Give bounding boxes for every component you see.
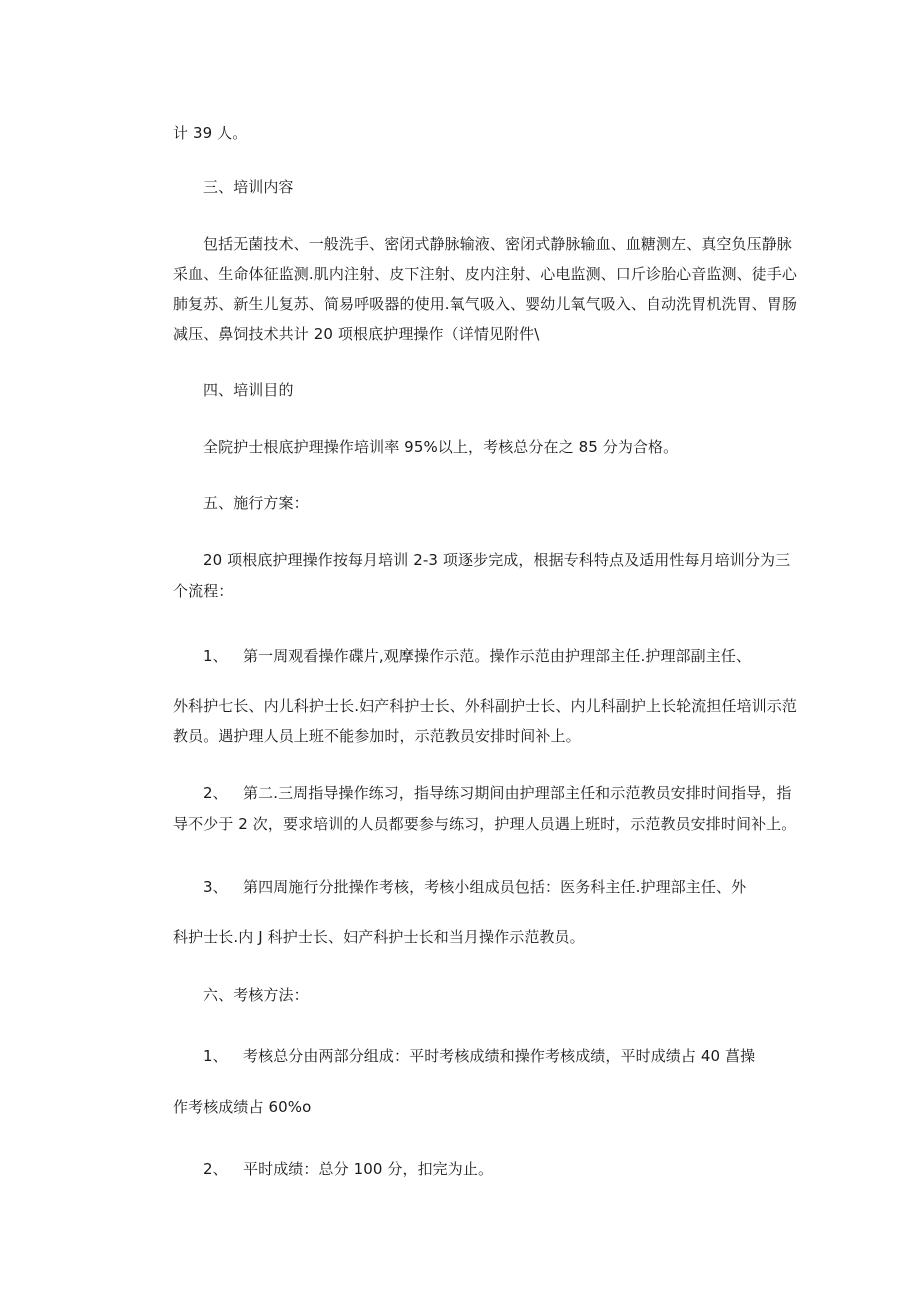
- text-line: 个流程：: [173, 582, 234, 600]
- item-text: 第四周施行分批操作考核，考核小组成员包括：医务科主任.护理部主任、外: [243, 878, 747, 896]
- text-line: 作考核成绩占 60%o: [173, 1098, 312, 1116]
- item-text: 考核总分由两部分组成：平时考核成绩和操作考核成绩，平时成绩占 40 菖操: [243, 1047, 756, 1065]
- text-line: 科护士长.内 J 科护士长、妇产科护士长和当月操作示范教员。: [173, 928, 585, 946]
- section-heading-plan: 五、施行方案：: [203, 494, 309, 512]
- item-number: 1、: [203, 647, 228, 665]
- text-line: 20 项根底护理操作按每月培训 2-3 项逐步完成，根据专科特点及适用性每月培训分为三: [203, 551, 791, 569]
- text-line: 包括无菌技术、一般洗手、密闭式静脉输液、密闭式静脉输血、血糖测左、真空负压静脉: [203, 235, 792, 253]
- numbered-item: [203, 783, 791, 803]
- text-line: 导不少于 2 次，要求培训的人员都要参与练习，护理人员遇上班时，示范教员安排时间补上。: [173, 815, 797, 833]
- text-line: 计 39 人。: [173, 124, 248, 142]
- text-line: 减压、鼻饲技术共计 20 项根底护理操作（详情见附件\: [173, 325, 540, 343]
- text-line: 采血、生命体征监测.肌内注射、皮下注射、皮内注射、心电监测、口斤诊胎心音监测、徒手心: [173, 265, 797, 283]
- section-heading-purpose: 四、培训目的: [203, 381, 294, 399]
- item-number: 3、: [203, 878, 228, 896]
- numbered-item: [203, 1159, 493, 1179]
- section-heading-content: 三、培训内容: [203, 178, 294, 196]
- item-number: 2、: [203, 784, 228, 802]
- item-text: 平时成绩：总分 100 分，扣完为止。: [243, 1160, 494, 1178]
- item-text: 第二.三周指导操作练习，指导练习期间由护理部主任和示范教员安排时间指导，指: [243, 784, 792, 802]
- numbered-item: [203, 877, 746, 897]
- numbered-item: [203, 1046, 755, 1066]
- numbered-item: [203, 646, 751, 666]
- text-line: 教员。遇护理人员上班不能参加时，示范教员安排时间补上。: [173, 727, 581, 745]
- text-line: 外科护七长、内儿科护士长.妇产科护士长、外科副护士长、内儿科副护上长轮流担任培训示范: [173, 697, 797, 715]
- section-heading-assessment: 六、考核方法：: [203, 986, 309, 1004]
- text-line: 全院护士根底护理操作培训率 95%以上，考核总分在之 85 分为合格。: [203, 438, 679, 456]
- item-number: 1、: [203, 1047, 228, 1065]
- text-line: 肺复苏、新生儿复苏、简易呼吸器的使用.氧气吸入、婴幼儿氧气吸入、自动洗胃机洗胃、胃肠: [173, 295, 797, 313]
- item-number: 2、: [203, 1160, 228, 1178]
- item-text: 第一周观看操作碟片,观摩操作示范。操作示范由护理部主任.护理部副主任、: [243, 647, 752, 665]
